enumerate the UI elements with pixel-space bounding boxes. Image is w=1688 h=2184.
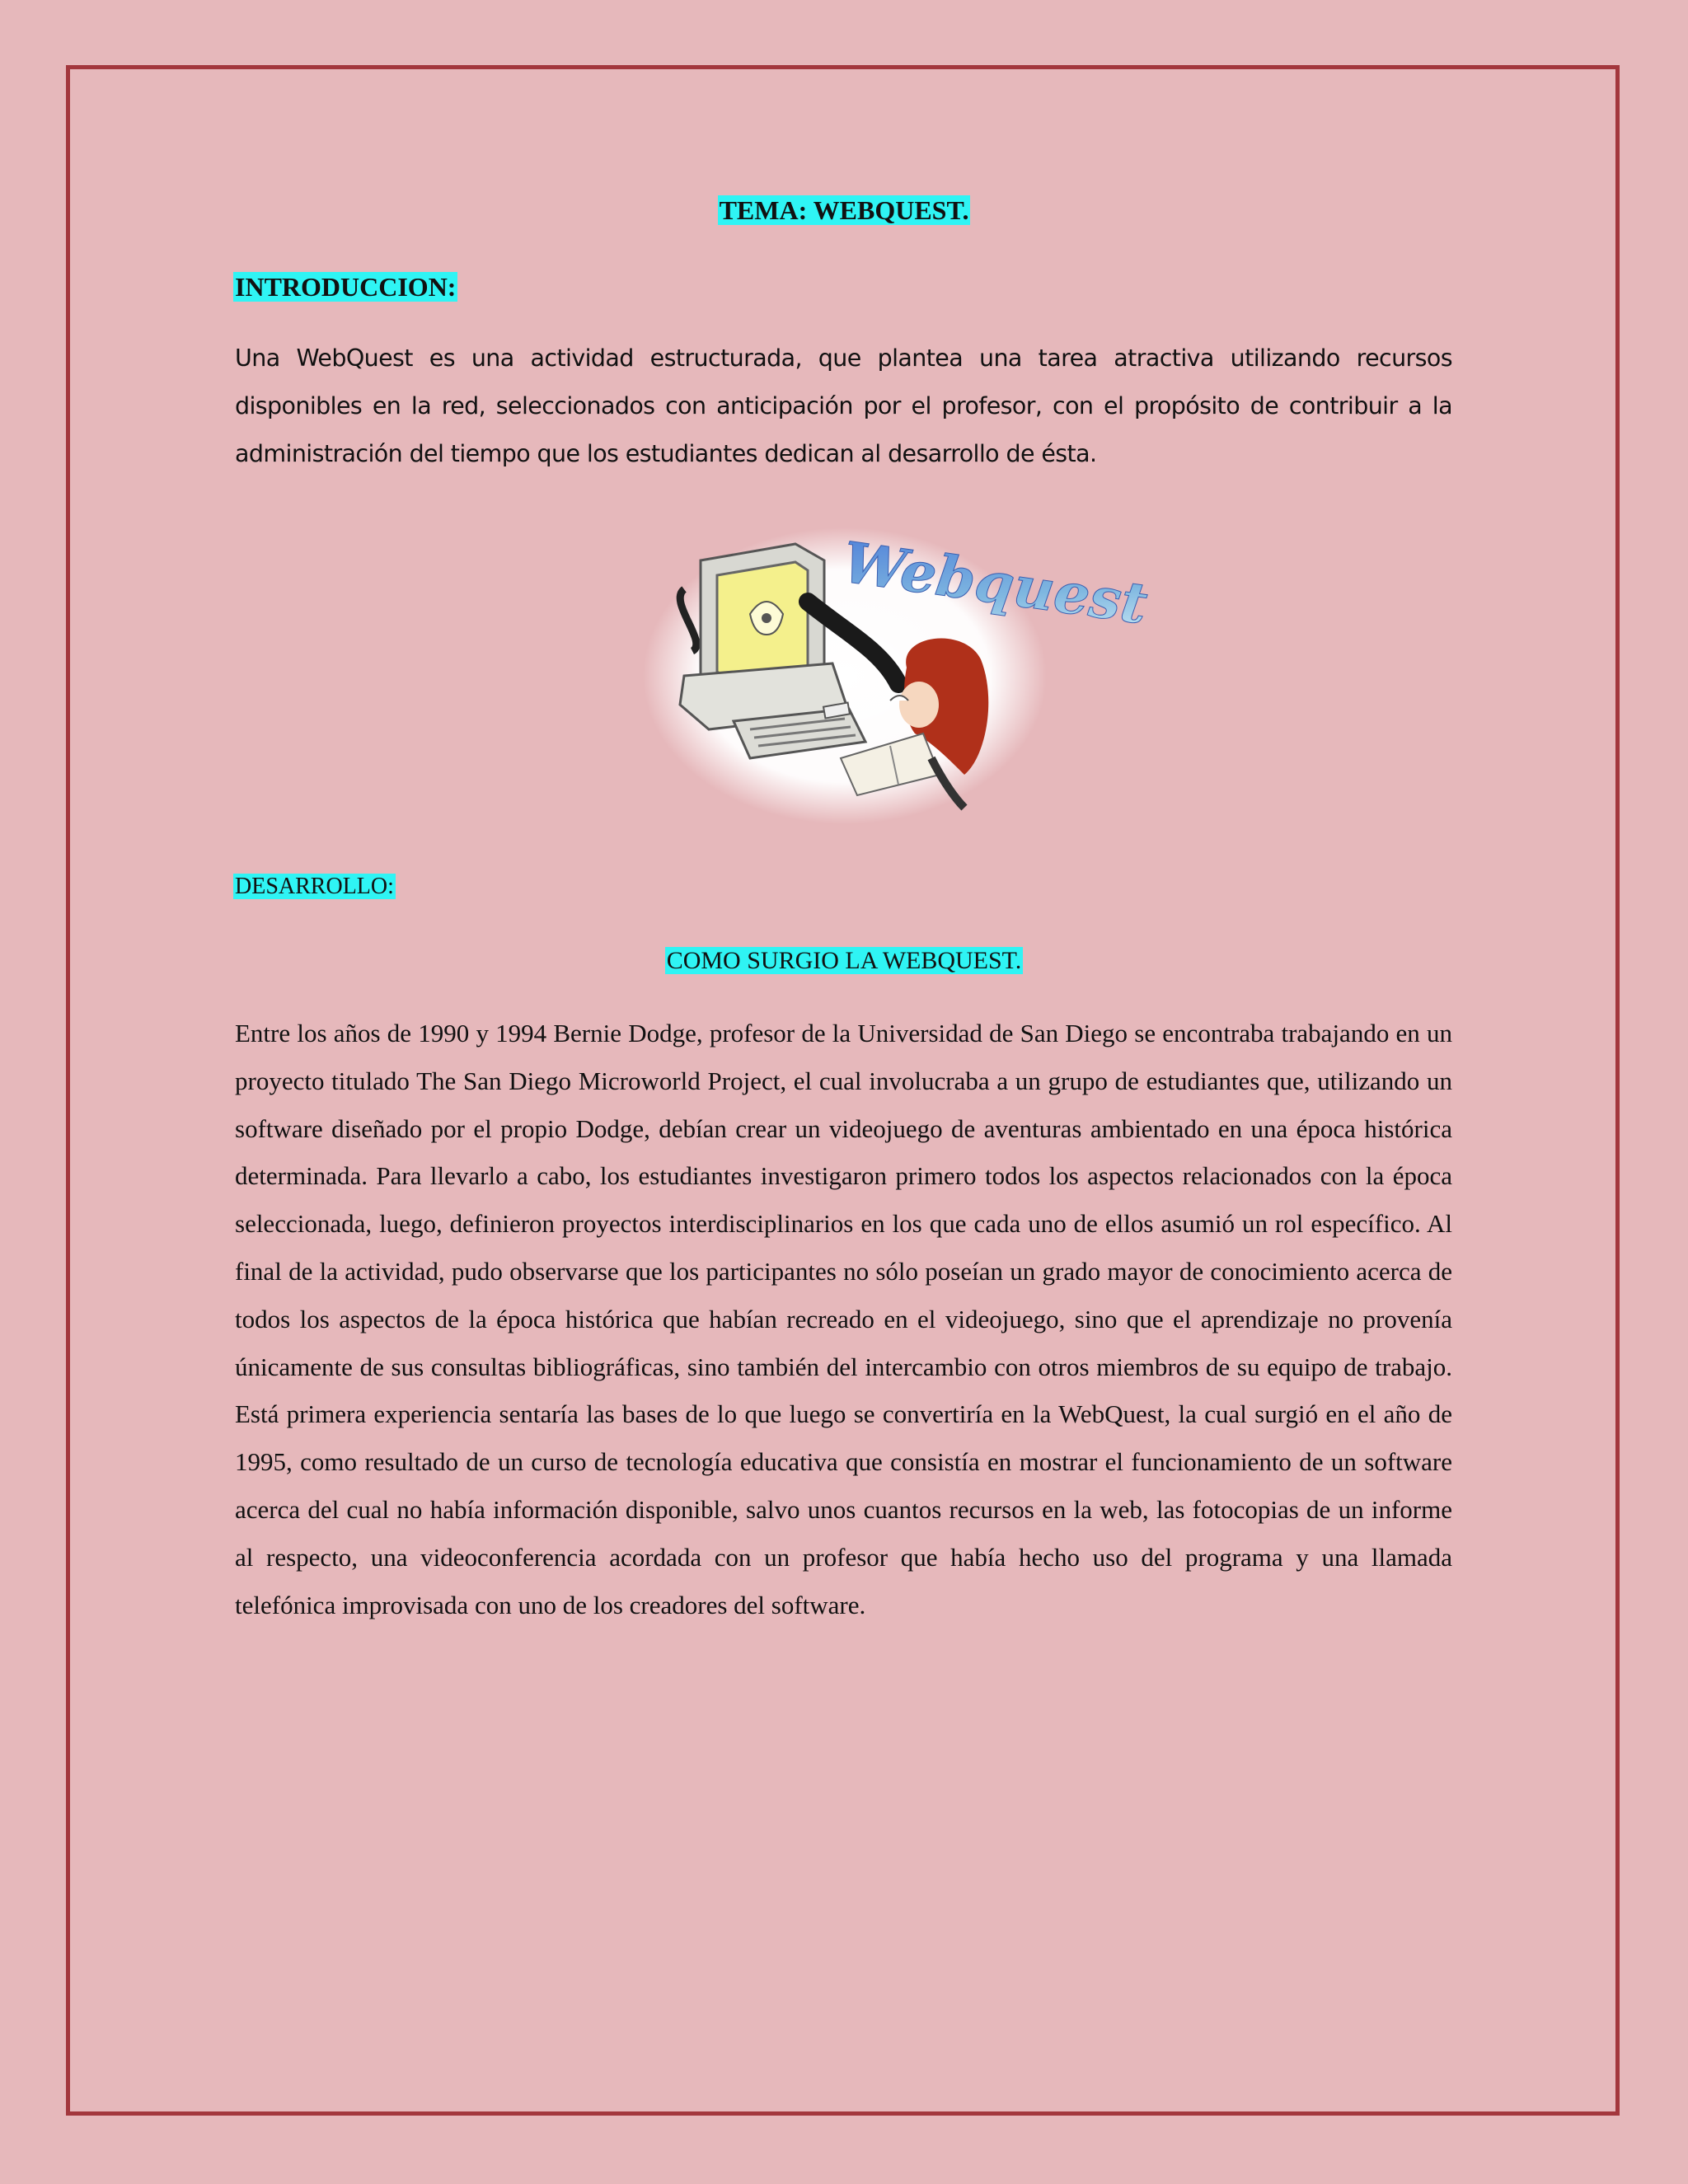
section-subheading [0, 944, 1688, 977]
development-paragraph: Entre los años de 1990 y 1994 Bernie Dodge, profesor de la Universidad de San Diego se encontraba trabajando en un proyecto titulado The San Diego Microworld Project, el cual involucraba a un grupo de estudiantes que, utilizando un software diseñado por el propio Dodge, debían crear un videojuego de aventuras ambientado en una época histórica determinada. Para llevarlo a cabo, los estudiantes investigaron primero todos los aspectos relacionados con la época seleccionada, luego, definieron proyectos interdisciplinarios en los que cada uno de ellos asumió un rol específico. Al final de la actividad, pudo observarse que los participantes no sólo poseían un grado mayor de conocimiento acerca de todos los aspectos de la época histórica que habían recreado en el videojuego, sino que el aprendizaje no provenía únicamente de sus consultas bibliográficas, sino también del intercambio con otros miembros de su equipo de trabajo. Está primera experiencia sentaría las bases de lo que luego se convertiría en la WebQuest, la cual surgió en el año de 1995, como resultado de un curso de tecnología educativa que consistía en mostrar el funcionamiento de un software acerca del cual no había información disponible, salvo unos cuantos recursos en la web, las fotocopias de un informe al respecto, una videoconferencia acordada con un profesor que había hecho uso del programa y una llamada telefónica improvisada con uno de los creadores del software. [235, 1019, 1452, 1619]
intro-heading-text: INTRODUCCION: [235, 272, 457, 302]
intro-heading [233, 269, 457, 304]
webquest-illustration [635, 511, 1151, 824]
page-title-text: TEMA: WEBQUEST. [719, 195, 969, 225]
page-title [0, 193, 1688, 227]
webquest-logo: Webquest [838, 529, 1151, 638]
intro-paragraph: Una WebQuest es una actividad estructurada, que plantea una tarea atractiva utilizando recursos disponibles en la red, seleccionados con anticipación por el profesor, con el propósito de contribuir a la administración del tiempo que los estudiantes dedican al desarrollo de ésta. [235, 344, 1452, 467]
section-subheading-text: COMO SURGIO LA WEBQUEST. [666, 947, 1022, 974]
development-heading [233, 872, 396, 902]
development-heading-text: DESARROLLO: [235, 874, 394, 899]
